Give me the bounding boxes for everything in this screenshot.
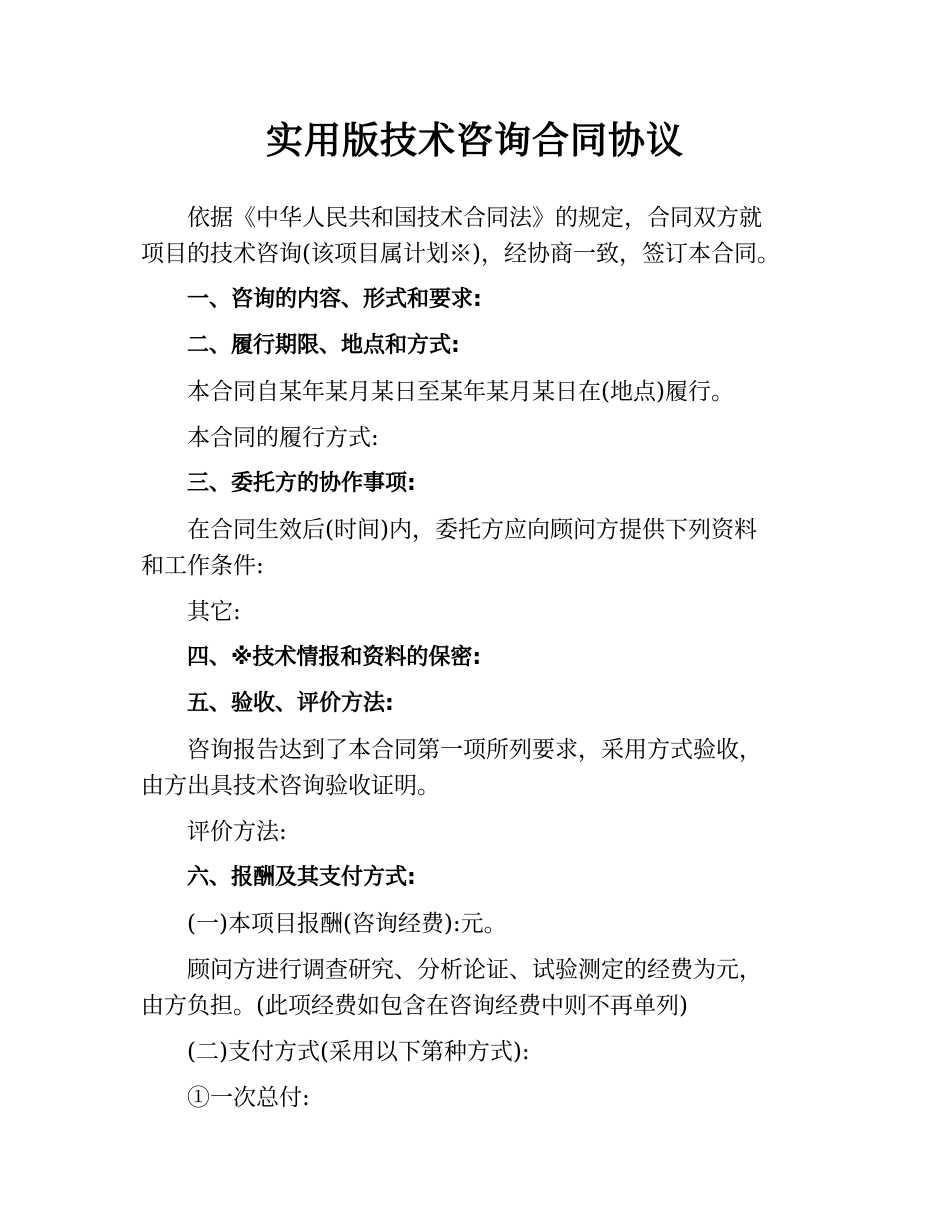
paragraph-line: 依据《中华人民共和国技术合同法》的规定，合同双方就 — [187, 205, 762, 231]
paragraph — [141, 1080, 821, 1116]
section-heading — [141, 640, 821, 676]
paragraph-line: 由方负担。(此项经费如包含在咨询经费中则不再单列) — [141, 993, 688, 1019]
document-body — [141, 200, 821, 1126]
section-heading — [141, 860, 821, 896]
paragraph-line: 四、※技术情报和资料的保密: — [187, 645, 482, 670]
section-heading — [141, 282, 821, 318]
paragraph-line: (二)支付方式(采用以下第种方式): — [187, 1039, 530, 1065]
paragraph — [141, 200, 821, 272]
paragraph-line: 和工作条件: — [141, 553, 264, 579]
paragraph-line: 顾问方进行调查研究、分析论证、试验测定的经费为元， — [187, 957, 762, 983]
paragraph-line: 其它: — [187, 599, 241, 625]
document-title: 实用版技术咨询合同协议 — [266, 119, 684, 162]
paragraph-line: 六、报酬及其支付方式: — [187, 865, 416, 890]
paragraph-line: 由方出具技术咨询验收证明。 — [141, 773, 440, 799]
section-heading — [141, 686, 821, 722]
paragraph — [141, 1034, 821, 1070]
paragraph-line: 评价方法: — [187, 819, 287, 845]
paragraph — [141, 420, 821, 456]
paragraph-line: (一)本项目报酬(咨询经费):元。 — [187, 911, 507, 937]
section-heading — [141, 328, 821, 364]
paragraph-line: 本合同的履行方式: — [187, 425, 379, 451]
section-heading — [141, 466, 821, 502]
paragraph-line: 一、咨询的内容、形式和要求: — [187, 287, 482, 312]
paragraph — [141, 814, 821, 850]
paragraph-line: ①一次总付: — [187, 1085, 310, 1111]
paragraph-line: 本合同自某年某月某日至某年某月某日在(地点)履行。 — [187, 379, 734, 405]
paragraph-line: 咨询报告达到了本合同第一项所列要求，采用方式验收， — [187, 737, 762, 763]
paragraph — [141, 374, 821, 410]
paragraph — [141, 594, 821, 630]
paragraph — [141, 906, 821, 942]
paragraph-line: 项目的技术咨询(该项目属计划※)，经协商一致，签订本合同。 — [141, 241, 780, 267]
paragraph-line: 二、履行期限、地点和方式: — [187, 333, 460, 358]
paragraph-line: 在合同生效后(时间)内，委托方应向顾问方提供下列资料 — [187, 517, 757, 543]
paragraph — [141, 512, 821, 584]
paragraph — [141, 732, 821, 804]
paragraph-line: 五、验收、评价方法: — [187, 691, 394, 716]
paragraph-line: 三、委托方的协作事项: — [187, 471, 416, 496]
paragraph — [141, 952, 821, 1024]
